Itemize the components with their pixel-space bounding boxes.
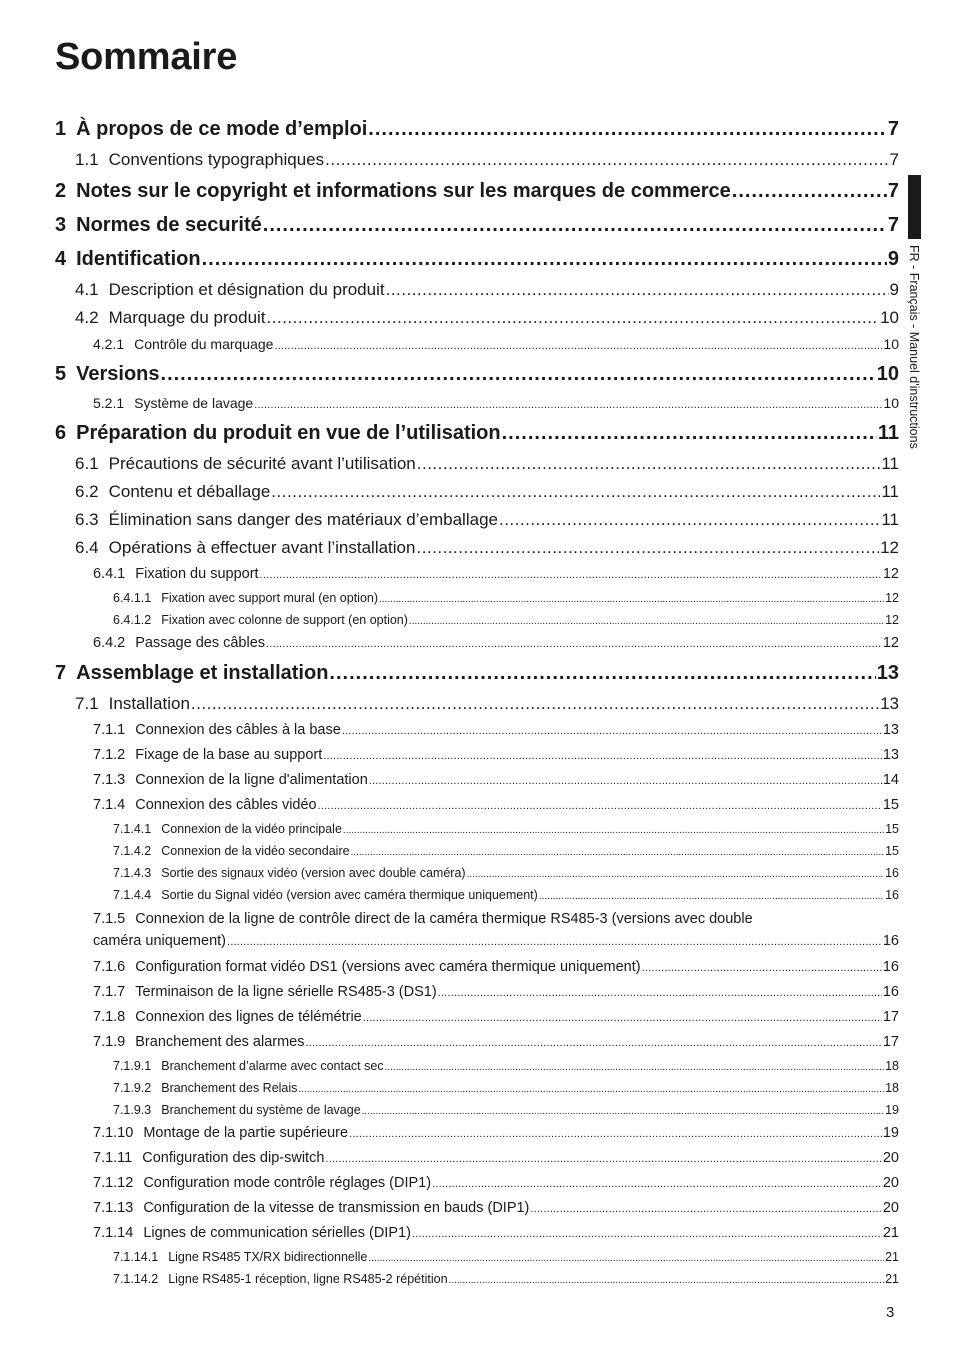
- toc-entry-number: 7.1.14: [93, 1225, 134, 1241]
- toc-dot-leader: [449, 1268, 885, 1290]
- toc-entry-page: 19: [882, 1125, 899, 1141]
- toc-entry-text: Fixation avec colonne de support (en option): [161, 613, 408, 627]
- toc-entry-text: Connexion des câbles à la base: [135, 722, 341, 738]
- toc-entry-text: Branchement du système de lavage: [161, 1103, 361, 1117]
- side-language-label: FR - Français - Manuel d'instructions: [907, 245, 921, 449]
- toc-entry-page: 11: [881, 510, 899, 529]
- toc-entry-page: 18: [885, 1059, 899, 1073]
- toc-entry-level-1[interactable]: [55, 242, 899, 276]
- toc-entry-level-2[interactable]: [55, 534, 899, 562]
- toc-entry-text: Système de lavage: [134, 395, 254, 411]
- toc-dot-leader: [351, 840, 885, 862]
- toc-entry-text: Fixage de la base au support: [135, 747, 323, 763]
- page-title: Sommaire: [55, 36, 238, 78]
- toc-dot-leader: [263, 208, 887, 242]
- toc-entry-number: 3: [55, 214, 67, 236]
- toc-entry-number: 7.1: [75, 694, 99, 713]
- toc-entry-level-2[interactable]: [55, 304, 899, 332]
- toc-entry-label: [55, 416, 501, 450]
- toc-entry-number: 6.3: [75, 510, 99, 529]
- toc-dot-leader: [379, 587, 884, 609]
- toc-entry-level-4[interactable]: [55, 587, 899, 609]
- toc-entry-page: 20: [882, 1200, 899, 1216]
- toc-entry-level-3[interactable]: [55, 906, 899, 955]
- toc-entry-page: 20: [882, 1150, 899, 1166]
- toc-entry-label: [113, 1246, 367, 1268]
- toc-entry-number: 4.2.1: [93, 336, 125, 352]
- toc-entry-number: 5.2.1: [93, 395, 125, 411]
- toc-entry-page: 10: [883, 336, 899, 352]
- toc-entry-level-4[interactable]: [55, 1077, 899, 1099]
- toc-entry-text: Terminaison de la ligne sérielle RS485-3 (DS1): [135, 984, 437, 1000]
- toc-entry-label: [113, 587, 378, 609]
- toc-entry-text: Conventions typographiques: [108, 150, 325, 169]
- toc-entry-text: Précautions de sécurité avant l’utilisation: [108, 454, 416, 473]
- toc-dot-leader: [202, 242, 887, 276]
- toc-entry-number: 7.1.10: [93, 1125, 134, 1141]
- toc-entry-level-4[interactable]: [55, 818, 899, 840]
- toc-entry-text: Fixation du support: [135, 566, 259, 582]
- toc-entry-level-1[interactable]: [55, 416, 899, 450]
- toc-entry-text: Configuration format vidéo DS1 (versions avec caméra thermique uniquement): [135, 959, 641, 975]
- toc-dot-leader: [306, 1030, 882, 1055]
- toc-entry-number: 7.1.7: [93, 984, 126, 1000]
- toc-entry-level-1[interactable]: [55, 174, 899, 208]
- toc-entry-text: Fixation avec support mural (en option): [161, 591, 379, 605]
- toc-entry-label: [55, 112, 367, 146]
- toc-entry-text: Connexion de la vidéo secondaire: [161, 844, 350, 858]
- toc-entry-number: 7.1.9: [93, 1034, 126, 1050]
- toc-entry-level-3[interactable]: [55, 332, 899, 357]
- toc-dot-leader: [416, 534, 879, 562]
- toc-dot-leader: [362, 1099, 884, 1121]
- toc-entry-label: [75, 478, 270, 506]
- toc-entry-level-2[interactable]: [55, 276, 899, 304]
- toc-entry-text: Contenu et déballage: [108, 482, 271, 501]
- toc-entry-number: 6.2: [75, 482, 99, 501]
- toc-entry-page: 11: [881, 482, 899, 501]
- toc-entry-level-3[interactable]: [55, 562, 899, 587]
- toc-entry-level-4[interactable]: [55, 1246, 899, 1268]
- table-of-contents: [55, 112, 899, 1290]
- toc-entry-text: Élimination sans danger des matériaux d’emballage: [108, 510, 498, 529]
- toc-entry-number: 6.1: [75, 454, 99, 473]
- toc-entry-text: Versions: [76, 363, 160, 385]
- toc-entry-level-3[interactable]: [55, 1030, 899, 1055]
- toc-entry-page: 16: [885, 866, 899, 880]
- toc-entry-page: 17: [882, 1034, 899, 1050]
- toc-entry-text: Sortie des signaux vidéo (version avec double caméra): [161, 866, 466, 880]
- toc-dot-leader: [417, 450, 881, 478]
- toc-entry-text: Configuration mode contrôle réglages (DIP1): [143, 1175, 432, 1191]
- toc-dot-leader: [318, 793, 882, 818]
- toc-entry-level-3[interactable]: [55, 768, 899, 793]
- toc-dot-leader: [412, 1221, 882, 1246]
- toc-entry-level-3[interactable]: [55, 743, 899, 768]
- toc-entry-number: 1.1: [75, 150, 99, 169]
- toc-entry-text: Sortie du Signal vidéo (version avec caméra thermique uniquement): [161, 888, 538, 902]
- toc-entry-label: [93, 1005, 362, 1030]
- toc-entry-level-3[interactable]: [55, 1221, 899, 1246]
- toc-entry-label: [93, 391, 253, 416]
- toc-entry-number: 7.1.4.4: [113, 888, 152, 902]
- toc-dot-leader: [502, 416, 877, 450]
- toc-entry-label: [93, 718, 341, 743]
- toc-entry-page: 13: [880, 694, 899, 713]
- toc-entry-label: [93, 562, 259, 587]
- toc-entry-label: [113, 1099, 361, 1121]
- toc-entry-text: Description et désignation du produit: [108, 280, 385, 299]
- toc-dot-leader: [329, 656, 875, 690]
- toc-entry-label: [93, 332, 273, 357]
- toc-entry-label: [75, 690, 190, 718]
- toc-dot-leader: [385, 1055, 885, 1077]
- toc-entry-page: 10: [883, 395, 899, 411]
- toc-entry-label: [113, 884, 538, 906]
- toc-dot-leader: [539, 884, 884, 906]
- toc-entry-page: 11: [881, 454, 899, 473]
- toc-entry-text: Connexion de la vidéo principale: [161, 822, 342, 836]
- toc-entry-text: Ligne RS485-1 réception, ligne RS485-2 répétition: [168, 1272, 448, 1286]
- toc-entry-number: 7.1.6: [93, 959, 126, 975]
- toc-entry-label: [75, 506, 498, 534]
- toc-entry-level-2[interactable]: [55, 690, 899, 718]
- toc-dot-leader: [369, 768, 882, 793]
- toc-entry-text: Branchement d’alarme avec contact sec: [161, 1059, 384, 1073]
- section-tab-marker: [908, 175, 921, 239]
- toc-entry-label: [93, 1221, 411, 1246]
- toc-entry-number: 6.4.1: [93, 566, 126, 582]
- toc-entry-label: [113, 818, 342, 840]
- toc-entry-label: [93, 768, 368, 793]
- toc-entry-number: 2: [55, 180, 67, 202]
- toc-entry-label: [55, 174, 731, 208]
- toc-entry-page: 7: [887, 180, 899, 202]
- toc-entry-page: 16: [882, 984, 899, 1000]
- toc-entry-text: Configuration des dip-switch: [142, 1150, 325, 1166]
- toc-entry-page: 10: [876, 363, 899, 385]
- toc-entry-page: 16: [882, 959, 899, 975]
- toc-entry-label: [55, 357, 160, 391]
- toc-entry-page: 7: [887, 118, 899, 140]
- toc-dot-leader: [349, 1121, 882, 1146]
- toc-entry-level-4[interactable]: [55, 862, 899, 884]
- toc-entry-text: Notes sur le copyright et informations sur les marques de commerce: [76, 180, 731, 202]
- toc-dot-leader: [267, 304, 880, 332]
- toc-entry-text-continued: caméra uniquement): [93, 933, 226, 949]
- toc-entry-page: 16: [885, 888, 899, 902]
- toc-entry-text: À propos de ce mode d’emploi: [76, 118, 368, 140]
- toc-entry-number: 7.1.5: [93, 911, 126, 927]
- toc-entry-level-4[interactable]: [55, 1268, 899, 1290]
- toc-entry-page: 21: [885, 1272, 899, 1286]
- toc-entry-level-4[interactable]: [55, 1055, 899, 1077]
- toc-entry-number: 7.1.9.3: [113, 1103, 152, 1117]
- toc-entry-label: [113, 1055, 384, 1077]
- toc-entry-number: 4.2: [75, 308, 99, 327]
- toc-entry-number: 7.1.4: [93, 797, 126, 813]
- toc-entry-page: 9: [887, 248, 899, 270]
- toc-dot-leader: [298, 1077, 884, 1099]
- toc-entry-number: 7.1.3: [93, 772, 126, 788]
- toc-entry-level-1[interactable]: [55, 357, 899, 391]
- toc-entry-page: 12: [882, 635, 899, 651]
- toc-entry-number: 6.4.1.1: [113, 591, 152, 605]
- toc-entry-label: [55, 208, 262, 242]
- toc-entry-text: Contrôle du marquage: [134, 336, 274, 352]
- toc-entry-label: [75, 146, 324, 174]
- toc-entry-page: 7: [887, 214, 899, 236]
- toc-entry-label: [55, 242, 201, 276]
- toc-entry-page: 13: [882, 747, 899, 763]
- toc-entry-text: Lignes de communication sérielles (DIP1): [143, 1225, 411, 1241]
- toc-entry-page: 16: [882, 933, 899, 949]
- toc-entry-label: [113, 862, 466, 884]
- toc-entry-level-3[interactable]: [55, 1171, 899, 1196]
- toc-dot-leader: [368, 112, 887, 146]
- toc-dot-leader: [386, 276, 889, 304]
- toc-dot-leader: [343, 818, 884, 840]
- toc-dot-leader: [432, 1171, 882, 1196]
- toc-dot-leader: [368, 1246, 884, 1268]
- toc-entry-label: [75, 450, 416, 478]
- toc-dot-leader: [642, 955, 882, 980]
- toc-entry-number: 7.1.9.1: [113, 1059, 152, 1073]
- toc-entry-text: Préparation du produit en vue de l’utilisation: [76, 422, 501, 444]
- toc-dot-leader: [323, 743, 882, 768]
- toc-entry-line: [93, 930, 899, 953]
- toc-entry-line: [93, 908, 899, 930]
- toc-entry-text: Identification: [76, 248, 201, 270]
- toc-entry-level-3[interactable]: [55, 718, 899, 743]
- toc-entry-number: 7.1.4.3: [113, 866, 152, 880]
- toc-entry-level-2[interactable]: [55, 146, 899, 174]
- toc-entry-level-1[interactable]: [55, 208, 899, 242]
- toc-dot-leader: [266, 631, 882, 656]
- toc-entry-level-3[interactable]: [55, 1196, 899, 1221]
- toc-entry-number: 6: [55, 422, 67, 444]
- toc-entry-number: 7.1.13: [93, 1200, 134, 1216]
- toc-dot-leader: [191, 690, 879, 718]
- toc-entry-page: 20: [882, 1175, 899, 1191]
- toc-entry-level-2[interactable]: [55, 478, 899, 506]
- toc-entry-number: 7.1.2: [93, 747, 126, 763]
- toc-entry-page: 21: [882, 1225, 899, 1241]
- toc-entry-level-3[interactable]: [55, 793, 899, 818]
- toc-dot-leader: [499, 506, 880, 534]
- toc-entry-number: 6.4.2: [93, 635, 126, 651]
- toc-dot-leader: [227, 930, 882, 953]
- toc-dot-leader: [274, 332, 882, 357]
- toc-entry-label: [93, 793, 317, 818]
- toc-entry-text: Installation: [108, 694, 190, 713]
- toc-entry-label: [93, 955, 641, 980]
- toc-entry-text: Branchement des alarmes: [135, 1034, 305, 1050]
- toc-entry-level-1[interactable]: [55, 112, 899, 146]
- toc-entry-text: Connexion de la ligne d'alimentation: [135, 772, 368, 788]
- toc-entry-level-3[interactable]: [55, 1005, 899, 1030]
- toc-entry-number: 7.1.9.2: [113, 1081, 152, 1095]
- toc-dot-leader: [530, 1196, 881, 1221]
- toc-dot-leader: [438, 980, 882, 1005]
- toc-entry-number: 4.1: [75, 280, 99, 299]
- toc-entry-number: 7.1.11: [93, 1150, 133, 1166]
- toc-entry-number: 6.4: [75, 538, 99, 557]
- toc-entry-level-3[interactable]: [55, 955, 899, 980]
- toc-dot-leader: [271, 478, 880, 506]
- toc-entry-label: [113, 1268, 448, 1290]
- toc-dot-leader: [342, 718, 882, 743]
- toc-dot-leader: [409, 609, 884, 631]
- toc-entry-label: [75, 276, 385, 304]
- page-number: 3: [886, 1304, 895, 1321]
- toc-entry-level-4[interactable]: [55, 1099, 899, 1121]
- toc-entry-page: 15: [885, 844, 899, 858]
- toc-entry-text: Opérations à effectuer avant l’installation: [108, 538, 416, 557]
- toc-entry-label: [93, 1171, 431, 1196]
- toc-entry-level-3[interactable]: [55, 391, 899, 416]
- toc-entry-text: Montage de la partie supérieure: [143, 1125, 349, 1141]
- toc-entry-label: [93, 1121, 348, 1146]
- toc-dot-leader: [325, 1146, 881, 1171]
- toc-entry-label: [113, 609, 408, 631]
- toc-entry-number: 1: [55, 118, 67, 140]
- toc-entry-label: [75, 304, 266, 332]
- toc-entry-number: 6.4.1.2: [113, 613, 152, 627]
- toc-entry-label: [55, 656, 328, 690]
- toc-entry-page: 9: [889, 280, 899, 299]
- toc-entry-text: Connexion des lignes de télémétrie: [135, 1009, 362, 1025]
- toc-entry-level-2[interactable]: [55, 450, 899, 478]
- toc-entry-number: 7.1.1: [93, 722, 126, 738]
- toc-entry-page: 10: [880, 308, 899, 327]
- toc-entry-number: 5: [55, 363, 67, 385]
- toc-entry-text: Assemblage et installation: [76, 662, 329, 684]
- toc-dot-leader: [161, 357, 876, 391]
- toc-entry-level-3[interactable]: [55, 631, 899, 656]
- toc-dot-leader: [254, 391, 882, 416]
- toc-entry-number: 7.1.14.2: [113, 1272, 159, 1286]
- toc-entry-text: Passage des câbles: [135, 635, 266, 651]
- toc-entry-number: 7: [55, 662, 67, 684]
- toc-entry-level-4[interactable]: [55, 884, 899, 906]
- toc-dot-leader: [467, 862, 885, 884]
- toc-entry-page: 13: [876, 662, 899, 684]
- toc-entry-page: 17: [882, 1009, 899, 1025]
- toc-entry-number: 7.1.14.1: [113, 1250, 159, 1264]
- toc-entry-label: [93, 980, 437, 1005]
- toc-entry-text: Connexion de la ligne de contrôle direct de la caméra thermique RS485-3 (versions avec double: [135, 911, 753, 927]
- toc-dot-leader: [732, 174, 887, 208]
- toc-entry-label: [93, 1146, 324, 1171]
- toc-entry-page: 21: [885, 1250, 899, 1264]
- toc-entry-page: 12: [885, 613, 899, 627]
- toc-entry-level-3[interactable]: [55, 1121, 899, 1146]
- toc-entry-level-3[interactable]: [55, 1146, 899, 1171]
- toc-entry-number: 7.1.4.2: [113, 844, 152, 858]
- toc-entry-page: 12: [880, 538, 899, 557]
- toc-entry-text: Normes de securité: [76, 214, 262, 236]
- toc-entry-level-1[interactable]: [55, 656, 899, 690]
- toc-entry-level-2[interactable]: [55, 506, 899, 534]
- toc-entry-label: [93, 631, 265, 656]
- toc-entry-level-4[interactable]: [55, 609, 899, 631]
- toc-entry-page: 15: [885, 822, 899, 836]
- toc-entry-page: 19: [885, 1103, 899, 1117]
- toc-entry-page: 7: [889, 150, 899, 169]
- toc-entry-text: Configuration de la vitesse de transmission en bauds (DIP1): [143, 1200, 530, 1216]
- toc-dot-leader: [260, 562, 882, 587]
- toc-entry-label: [93, 743, 322, 768]
- toc-entry-page: 11: [877, 422, 899, 444]
- toc-entry-number: 7.1.8: [93, 1009, 126, 1025]
- toc-entry-level-4[interactable]: [55, 840, 899, 862]
- toc-dot-leader: [363, 1005, 882, 1030]
- toc-entry-number: 7.1.4.1: [113, 822, 152, 836]
- toc-dot-leader: [325, 146, 888, 174]
- toc-entry-page: 12: [885, 591, 899, 605]
- toc-entry-label: [113, 840, 350, 862]
- toc-entry-level-3[interactable]: [55, 980, 899, 1005]
- toc-entry-number: 4: [55, 248, 67, 270]
- toc-entry-page: 18: [885, 1081, 899, 1095]
- toc-entry-page: 12: [882, 566, 899, 582]
- toc-entry-page: 14: [882, 772, 899, 788]
- toc-entry-label: [113, 1077, 297, 1099]
- toc-entry-page: 13: [882, 722, 899, 738]
- toc-entry-page: 15: [882, 797, 899, 813]
- toc-entry-text: Ligne RS485 TX/RX bidirectionnelle: [168, 1250, 368, 1264]
- toc-entry-label: [93, 1030, 305, 1055]
- toc-entry-label: [75, 534, 415, 562]
- toc-entry-text: Connexion des câbles vidéo: [135, 797, 317, 813]
- toc-entry-text: Branchement des Relais: [161, 1081, 298, 1095]
- toc-entry-label: [93, 1196, 529, 1221]
- toc-entry-text: Marquage du produit: [108, 308, 266, 327]
- toc-entry-number: 7.1.12: [93, 1175, 134, 1191]
